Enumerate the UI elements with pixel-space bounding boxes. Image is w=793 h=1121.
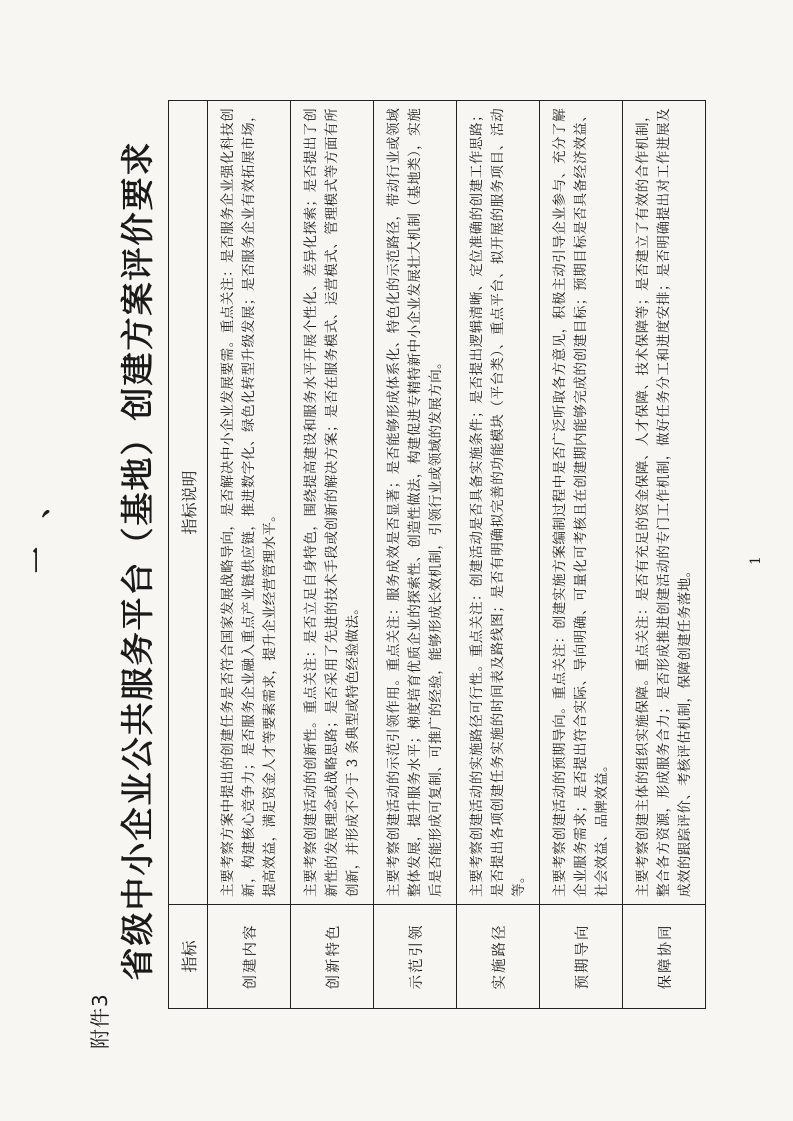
indicator-name: 保障协同 — [623, 905, 706, 1009]
page-mark: 一 、 — [24, 481, 54, 573]
indicator-name: 预期导向 — [540, 905, 623, 1009]
annex-label: 附件3 — [88, 993, 112, 1049]
indicator-name: 创新特色 — [291, 905, 374, 1009]
indicator-description: 主要考察创建活动的实施路径可行性。重点关注：创建活动是否具备实施条件；是否提出逻辑清晰、定位准确的创建工作思路；是否提出各项创建任务实施的时间表及路线图；是否有明确拟完善的功能模块（平台类）、重点平台、拟开展的服务项目、活动等。 — [457, 101, 540, 905]
table-row — [208, 101, 291, 1009]
indicator-description: 主要考察创建主体的组织实施保障。重点关注：是否有充足的资金保障、人才保障、技术保障等；是否建立了有效的合作机制，整合各方资源，形成服务合力；是否形成推进创建活动的专门工作机制，做好任务分工和进度安排；是否明确提出对工作进展及成效的跟踪评价、考核评估机制，保障创建任务落地。 — [623, 101, 706, 905]
indicator-name: 示范引领 — [374, 905, 457, 1009]
table-row — [457, 101, 540, 1009]
table-row — [291, 101, 374, 1009]
evaluation-table — [168, 100, 706, 1009]
document-title: 省级中小企业公共服务平台（基地）创建方案评价要求 — [118, 140, 157, 981]
indicator-description: 主要考察方案中提出的创建任务是否符合国家发展战略导向，是否解决中小企业发展要需。重点关注：是否服务企业强化科技创新，构建核心竞争力；是否服务企业融入重点产业链供应链，推进数字化、绿色化转型升级发展；是否服务企业有效拓展市场，提高效益，满足资金人才等要素需求，提升企业经营管理水平。 — [208, 101, 291, 905]
header-indicator: 指标 — [169, 905, 208, 1009]
table-row — [623, 101, 706, 1009]
indicator-name: 实施路径 — [457, 905, 540, 1009]
indicator-description: 主要考察创建活动的示范引领作用。重点关注：服务成效是否显著；是否能够形成体系化、特色化的示范路径，带动行业或领域整体发展，提升服务水平；梯度培育优质企业的探索性、创造性做法，构建促进专精特新中小企业发展壮大机制（基地类），实施后是否能形成可复制、可推广的经验，能够形成长效机制，引领行业或领域的发展方向。 — [374, 101, 457, 905]
table-header-row — [169, 101, 208, 1009]
table-row — [540, 101, 623, 1009]
indicator-description: 主要考察创建活动的创新性。重点关注：是否立足自身特色，围绕提高建设和服务水平开展个性化、差异化探索；是否提出了创新性的发展理念或战略思路；是否采用了先进的技术手段或创新的解决方案；是否在服务模式、运营模式、管理模式等方面有所创新，并形成不少于 3 条典型或特色经验做法。 — [291, 101, 374, 905]
header-description: 指标说明 — [169, 101, 208, 905]
table-row — [374, 101, 457, 1009]
page-number: 1 — [748, 556, 764, 565]
indicator-description: 主要考察创建活动的预期导向。重点关注：创建实施方案编制过程中是否广泛听取各方意见，积极主动引导企业参与、充分了解企业服务需求；是否提出符合实际、导向明确、可量化可考核且在创建期内能够完成的创建目标；预期目标是否具备经济效益、社会效益、品牌效益。 — [540, 101, 623, 905]
indicator-name: 创建内容 — [208, 905, 291, 1009]
